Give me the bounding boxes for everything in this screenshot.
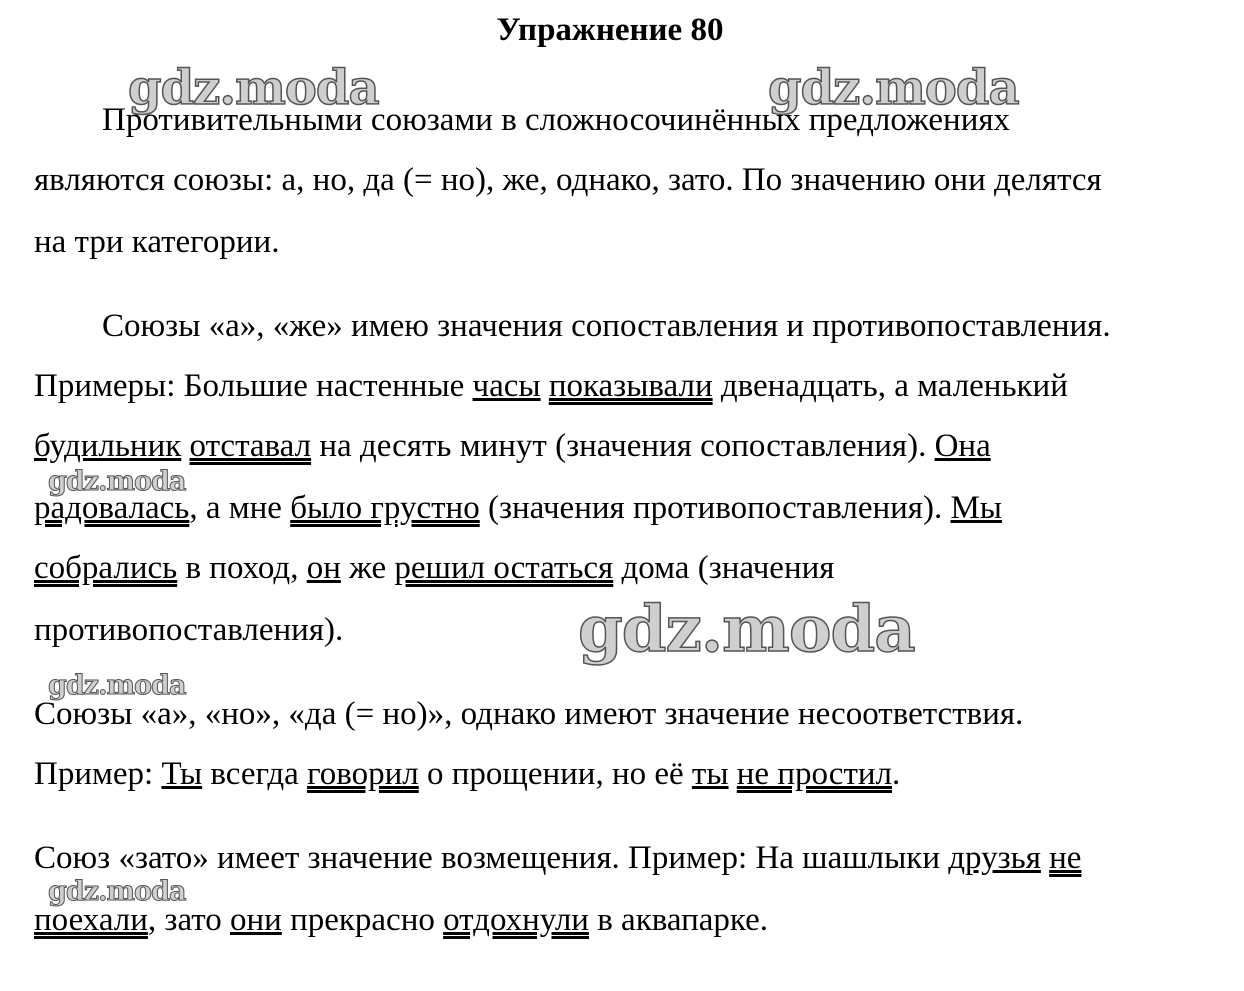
page-title: Упражнение 80 (496, 12, 724, 48)
text: о прощении, но её (418, 756, 692, 792)
watermark: gdz.moda (128, 60, 379, 116)
subject: ты (691, 756, 729, 792)
text (729, 756, 737, 792)
watermark: gdz.moda (578, 592, 915, 667)
paragraph-line (34, 366, 1068, 406)
text: , а мне (189, 490, 291, 526)
subject: Она (934, 428, 991, 464)
watermark: gdz.moda (48, 466, 186, 497)
subject: он (306, 550, 341, 586)
watermark: gdz.moda (48, 670, 186, 701)
subject: часы (472, 368, 541, 404)
paragraph-line (34, 426, 991, 466)
text: всегда (202, 756, 308, 792)
text: на десять минут (значения сопоставления). (311, 428, 935, 464)
paragraph-line (34, 838, 1081, 878)
text: Союз «зато» имеет значение возмещения. Пример: На шашлыки (34, 840, 949, 876)
predicate: показывали (548, 368, 713, 404)
predicate: отдохнули (443, 902, 589, 938)
subject: Мы (950, 490, 1002, 526)
subject: Ты (161, 756, 203, 792)
paragraph-line: на три категории. (34, 224, 280, 260)
paragraph-line (34, 754, 900, 794)
predicate: отставал (189, 428, 312, 464)
paragraph-line (34, 900, 768, 940)
text: дома (значения (613, 550, 835, 586)
text: , зато (147, 902, 230, 938)
text (1041, 840, 1049, 876)
predicate: решил остаться (394, 550, 614, 586)
paragraph-line (34, 548, 834, 588)
predicate: не (1049, 840, 1082, 876)
predicate: не простил (736, 756, 893, 792)
text: Пример: (34, 756, 162, 792)
text: в аквапарке. (588, 902, 769, 938)
text: (значения противопоставления). (479, 490, 951, 526)
text: прекрасно (281, 902, 444, 938)
text: в поход, (177, 550, 307, 586)
subject: друзья (948, 840, 1041, 876)
subject: они (229, 902, 282, 938)
text: . (892, 756, 901, 792)
text: же (340, 550, 395, 586)
predicate: собрались (34, 550, 178, 586)
text: Примеры: Большие настенные (34, 368, 473, 404)
predicate: было грустно (290, 490, 480, 526)
predicate: радовалась (34, 490, 190, 526)
paragraph-line: Союзы «а», «же» имею значения сопоставления и противопоставления. (102, 308, 1111, 344)
text (181, 428, 189, 464)
paragraph-line: противопоставления). (34, 612, 344, 648)
paragraph-line: Противительными союзами в сложносочинённых предложениях (102, 102, 1011, 138)
text: двенадцать, а маленький (712, 368, 1068, 404)
paragraph-line (34, 488, 1002, 528)
watermark: gdz.moda (768, 60, 1019, 116)
text (541, 368, 549, 404)
subject: будильник (34, 428, 182, 464)
paragraph-line: Союзы «а», «но», «да (= но)», однако имеют значение несоответствия. (34, 696, 1024, 732)
predicate: говорил (307, 756, 419, 792)
paragraph-line: являются союзы: а, но, да (= но), же, однако, зато. По значению они делятся (34, 162, 1102, 198)
predicate: поехали (34, 902, 148, 938)
watermark: gdz.moda (48, 876, 186, 907)
